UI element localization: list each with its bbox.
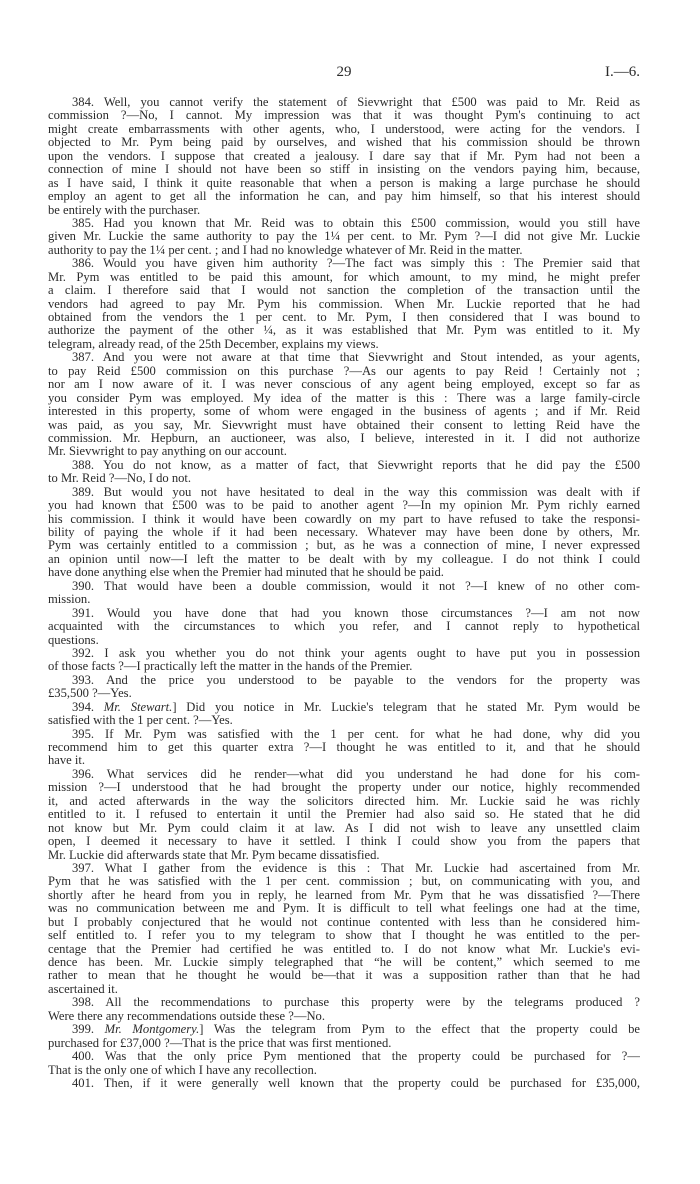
text-line: purchased for £37,000 ?—That is the price that was first mentioned. (48, 1036, 392, 1050)
text-line: That is the only one of which I have any recollection. (48, 1063, 317, 1077)
text-line: 397. What I gather from the evidence is this : That Mr. Luckie had ascertained from Mr. (72, 861, 640, 875)
text-line (48, 1023, 640, 1036)
question-number: 399. (72, 1023, 105, 1037)
question-answer-paragraph (48, 580, 640, 607)
text-line: to Mr. Reid ?—No, I do not. (48, 472, 192, 486)
text-line: authorize the payment of the other ¼, as it was established that Mr. Pym was entitled to it. My (48, 324, 640, 338)
text-line: you had known that £500 was to be paid to another agent ?—In my opinion Mr. Pym richly earned (48, 499, 640, 513)
page-number: 29 (336, 64, 352, 80)
text-line: employ an agent to get all the information he can, and pay him himself, so that his interest should (48, 190, 640, 204)
text-line: have done anything else when the Premier had minuted that he should be paid. (48, 566, 444, 580)
text-line: mission. (48, 593, 91, 607)
text-line: 398. All the recommendations to purchase this property were by the telegrams produced ? (72, 996, 640, 1010)
text-line: Mr. Sievwright to pay anything on our account. (48, 445, 287, 459)
text-line: acquainted with the circumstances to which you refer, and I cannot reply to hypothetical (48, 620, 640, 634)
text-line: Mr. Pym was entitled to be paid this amount, for which amount, to my mind, he might prefer (48, 270, 640, 284)
text-line: commission. Mr. Hepburn, an auctioneer, was also, I believe, interested in it. I did not authorize (48, 431, 640, 445)
speaker-name: Mr. Montgomery. (104, 1023, 200, 1037)
document-reference: I.—6. (605, 64, 640, 80)
text-line: 390. That would have been a double commission, would it not ?—I knew of no other com- (72, 579, 640, 593)
text-line: 384. Well, you cannot verify the statement of Sievwright that £500 was paid to Mr. Reid as (72, 96, 640, 109)
text-line: but I probably conjectured that he would not continue contented with less than he considered him- (48, 915, 640, 929)
text-line: 401. Then, if it were generally well known that the property could be purchased for £35,000, (72, 1076, 640, 1090)
text-line: 392. I ask you whether you do not think your agents ought to have put you in possession (72, 646, 640, 660)
text-line: self entitled to. I refer you to my telegram to show that I thought he was entitled to the per- (48, 929, 640, 943)
question-text: ] Was the telegram from Pym to the effect that the property could be (199, 1023, 640, 1037)
text-line: not know but Mr. Pym could claim it at law. As I did not wish to leave any unsettled claim (48, 821, 640, 835)
text-line: be entirely with the purchaser. (48, 203, 201, 217)
text-line: Pym was certainly entitled to a commission ; but, as he was a connection of mine, I never expressed (48, 539, 640, 553)
testimony-body (48, 96, 640, 1090)
text-line: connection of mine I should not have been so stiff in insisting on the vendors paying him, because, (48, 163, 640, 177)
page-header (48, 64, 640, 84)
text-line: 387. And you were not aware at that time that Sievwright and Stout intended, as your agents, (72, 351, 640, 365)
question-answer-paragraph (48, 1023, 640, 1050)
text-line: recommend him to get this quarter extra ?—I thought he was entitled to it, and that he should (48, 741, 640, 754)
text-line: authority to pay the 1¼ per cent. ; and I had no knowledge whatever of Mr. Reid in the matter. (48, 243, 523, 257)
text-line: commission ?—No, I cannot. My impression was that it was thought Pym's continuing to act (48, 109, 640, 123)
text-line: you consider Pym was employed. My idea of the matter is this : There was a large family-circle (48, 391, 640, 405)
question-answer-paragraph (48, 996, 640, 1023)
question-text: ] Did you notice in Mr. Luckie's telegram that he stated Mr. Pym would be (172, 700, 640, 714)
text-line: £35,500 ?—Yes. (48, 687, 132, 701)
question-answer-paragraph (48, 647, 640, 674)
question-answer-paragraph (48, 674, 640, 701)
question-answer-paragraph (48, 768, 640, 862)
text-line: upon the vendors. I suppose that created a jealousy. I dare say that if Mr. Pym had not been a (48, 149, 640, 163)
text-line: Pym that he was satisfied with the 1 per cent. commission ; but, on communicating with you, and (48, 875, 640, 889)
text-line: to pay Reid £500 commission on this purchase ?—As our agents to pay Reid ! Certainly not ; (48, 364, 640, 378)
question-answer-paragraph (48, 701, 640, 728)
text-line: ascertained it. (48, 982, 118, 996)
text-line: bility of paying the whole if it had been necessary. Whatever may have been done by others, Mr. (48, 526, 640, 539)
text-line: 391. Would you have done that had you known those circumstances ?—I am not now (72, 606, 640, 620)
question-answer-paragraph (48, 728, 640, 768)
question-answer-paragraph (48, 486, 640, 580)
question-number: 394. (72, 700, 104, 714)
text-line: mission ?—I understood that he had brought the property under our notice, highly recommended (48, 781, 640, 795)
text-line: interested in this property, some of whom were engaged in the business of agents ; and if Mr. Reid (48, 405, 640, 419)
question-answer-paragraph (48, 1077, 640, 1090)
question-answer-paragraph (48, 607, 640, 647)
text-line: 388. You do not know, as a matter of fact, that Sievwright reports that he did pay the £500 (72, 458, 640, 472)
text-line: centage that the Premier had certified he was entitled to. I do not know what Mr. Luckie's evi- (48, 942, 640, 956)
text-line: might create embarrassments with other agents, who, I understood, were acting for the vendors. I (48, 122, 640, 136)
text-line: was no communication between me and Pym. It is difficult to tell what feelings one had at the time, (48, 902, 640, 916)
text-line: rather to mean that he thought he would be—that it was a supposition rather than that he had (48, 969, 640, 983)
text-line: 385. Had you known that Mr. Reid was to obtain this £500 commission, would you still have (72, 216, 640, 230)
text-line: a claim. I therefore said that I would not sanction the completion of the transaction until the (48, 284, 640, 298)
text-line: 395. If Mr. Pym was satisfied with the 1 per cent. for what he had done, why did you (72, 727, 640, 741)
text-line: shortly after he heard from you in reply, he learned from Mr. Pym that he was dissatisfied ?—There (48, 888, 640, 902)
text-line (48, 701, 640, 714)
question-answer-paragraph (48, 1050, 640, 1077)
text-line: entitled to it. I refused to entertain it until the Premier had also said so. He stated that he did (48, 808, 640, 822)
text-line: 386. Would you have given him authority ?—The fact was simply this : The Premier said that (72, 257, 640, 271)
text-line: questions. (48, 633, 99, 647)
text-line: objected to Mr. Pym being paid by ourselves, and wished that his commission should be thrown (48, 136, 640, 150)
text-line: Were there any recommendations outside these ?—No. (48, 1009, 326, 1023)
text-line: it, and acted afterwards in the way the solicitors directed him. Mr. Luckie said he was richly (48, 794, 640, 808)
text-line: obtained from the vendors the 1 per cent. to Mr. Pym, I then considered that I was bound to (48, 311, 640, 324)
text-line: his commission. I think it would have been cowardly on my part to have refused to take the responsi- (48, 512, 640, 526)
text-line: of those facts ?—I practically left the matter in the hands of the Premier. (48, 660, 413, 674)
question-answer-paragraph (48, 217, 640, 257)
speaker-name: Mr. Stewart. (103, 700, 173, 714)
text-line: as I have said, I think it quite reasonable that when a person is making a large purchase he should (48, 176, 640, 190)
text-line: open, I deemed it necessary to have it settled. I think I could show you from the papers that (48, 835, 640, 849)
text-line: was paid, as you say, Mr. Sievwright must have obtained their consent to letting Reid have the (48, 418, 640, 432)
text-line: have it. (48, 754, 86, 768)
text-line: an opinion until now—I left the matter to be dealt with by my colleague. I do not think I could (48, 552, 640, 566)
question-answer-paragraph (48, 862, 640, 996)
question-answer-paragraph (48, 257, 640, 351)
question-answer-paragraph (48, 96, 640, 217)
text-line: dence has been. Mr. Luckie simply telegraphed that “he will be content,” which seemed to me (48, 956, 640, 969)
text-line: given Mr. Luckie the same authority to pay the 1¼ per cent. to Mr. Pym ?—I did not give Mr. Luckie (48, 230, 640, 244)
text-line: satisfied with the 1 per cent. ?—Yes. (48, 714, 233, 728)
text-line: telegram, already read, of the 25th December, explains my views. (48, 337, 379, 351)
text-line: 393. And the price you understood to be payable to the vendors for the property was (72, 673, 640, 687)
text-line: 396. What services did he render—what did you understand he had done for his com- (72, 767, 640, 781)
text-line: 400. Was that the only price Pym mentioned that the property could be purchased for ?— (72, 1050, 640, 1064)
text-line: Mr. Luckie did afterwards state that Mr. Pym became dissatisfied. (48, 848, 380, 862)
text-line: 389. But would you not have hesitated to deal in the way this commission was dealt with if (72, 485, 640, 499)
text-line: nor am I now aware of it. I was never conscious of any agent being employed, except so far as (48, 378, 640, 392)
question-answer-paragraph (48, 351, 640, 459)
text-line: vendors had agreed to pay Mr. Pym his commission. When Mr. Luckie reported that he had (48, 297, 640, 311)
question-answer-paragraph (48, 459, 640, 486)
